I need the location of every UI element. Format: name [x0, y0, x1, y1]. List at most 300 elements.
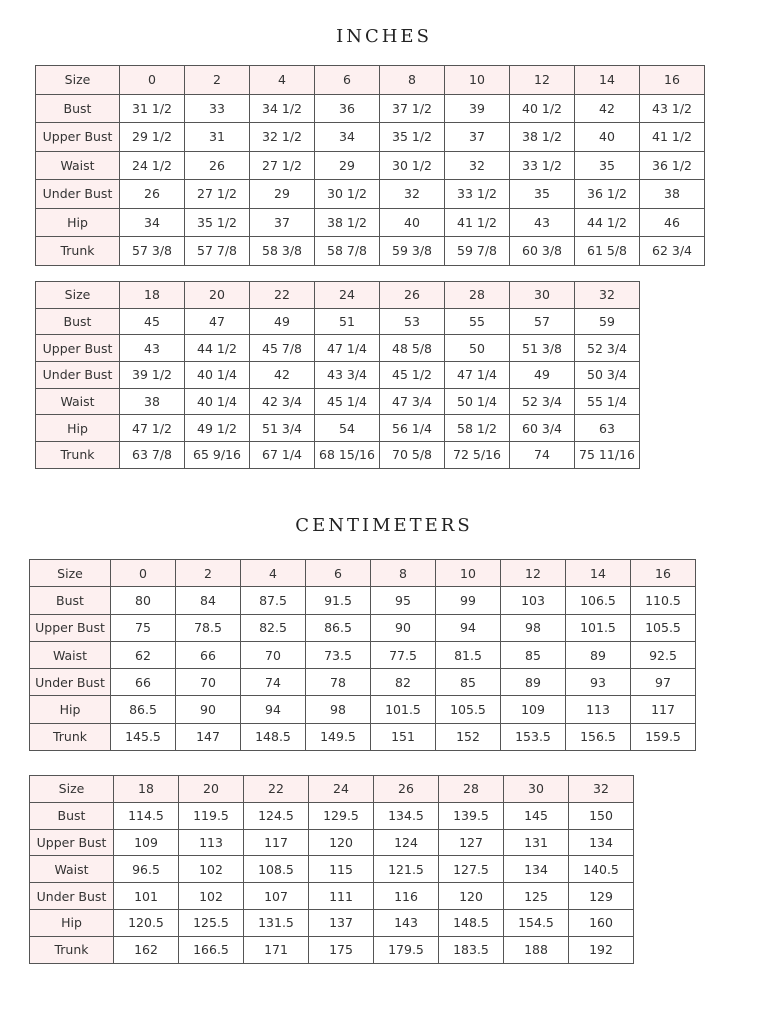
measurement-value: 41 1/2 [445, 208, 510, 237]
size-header-6: 6 [315, 66, 380, 95]
size-header-4: 4 [250, 66, 315, 95]
inches-section-title: INCHES [336, 26, 432, 47]
measurement-value: 63 7/8 [120, 442, 185, 469]
inches-size-table-18-32 [35, 281, 640, 469]
size-header-30: 30 [510, 282, 575, 309]
measurement-label: Trunk [36, 237, 120, 266]
measurement-value: 41 1/2 [640, 123, 705, 152]
measurement-value: 45 [120, 308, 185, 335]
measurement-value: 152 [436, 723, 501, 750]
measurement-value: 55 [445, 308, 510, 335]
measurement-value: 159.5 [631, 723, 696, 750]
measurement-value: 68 15/16 [315, 442, 380, 469]
measurement-value: 84 [176, 587, 241, 614]
measurement-value: 59 3/8 [380, 237, 445, 266]
measurement-value: 175 [309, 936, 374, 963]
measurement-value: 35 1/2 [380, 123, 445, 152]
measurement-value: 43 1/2 [640, 94, 705, 123]
inches-size-table-0-16 [35, 65, 705, 266]
measurement-value: 90 [176, 696, 241, 723]
measurement-value: 58 7/8 [315, 237, 380, 266]
row-bust [36, 94, 705, 123]
measurement-value: 113 [566, 696, 631, 723]
measurement-label: Under Bust [36, 362, 120, 389]
measurement-value: 116 [374, 883, 439, 910]
measurement-value: 117 [631, 696, 696, 723]
measurement-value: 57 [510, 308, 575, 335]
row-waist [36, 151, 705, 180]
measurement-value: 67 1/4 [250, 442, 315, 469]
measurement-label: Upper Bust [36, 335, 120, 362]
measurement-value: 45 1/4 [315, 388, 380, 415]
measurement-value: 102 [179, 883, 244, 910]
size-header-20: 20 [185, 282, 250, 309]
measurement-value: 57 3/8 [120, 237, 185, 266]
measurement-value: 36 [315, 94, 380, 123]
measurement-value: 43 [510, 208, 575, 237]
size-header-label: Size [36, 282, 120, 309]
size-header-16: 16 [640, 66, 705, 95]
size-header-12: 12 [510, 66, 575, 95]
measurement-value: 102 [179, 856, 244, 883]
measurement-value: 106.5 [566, 587, 631, 614]
measurement-value: 47 [185, 308, 250, 335]
size-header-18: 18 [114, 776, 179, 803]
measurement-value: 29 [315, 151, 380, 180]
measurement-label: Bust [30, 802, 114, 829]
measurement-value: 40 1/4 [185, 362, 250, 389]
measurement-value: 32 1/2 [250, 123, 315, 152]
measurement-value: 120 [309, 829, 374, 856]
size-header-label: Size [36, 66, 120, 95]
measurement-value: 183.5 [439, 936, 504, 963]
measurement-value: 66 [111, 669, 176, 696]
size-header-22: 22 [244, 776, 309, 803]
measurement-value: 78 [306, 669, 371, 696]
measurement-label: Trunk [36, 442, 120, 469]
measurement-value: 40 [380, 208, 445, 237]
measurement-value: 55 1/4 [575, 388, 640, 415]
measurement-value: 110.5 [631, 587, 696, 614]
measurement-value: 74 [510, 442, 575, 469]
measurement-value: 42 [250, 362, 315, 389]
measurement-value: 148.5 [241, 723, 306, 750]
measurement-value: 74 [241, 669, 306, 696]
measurement-value: 32 [380, 180, 445, 209]
measurement-value: 153.5 [501, 723, 566, 750]
measurement-value: 95 [371, 587, 436, 614]
row-waist [30, 641, 696, 668]
size-header-24: 24 [315, 282, 380, 309]
row-waist [36, 388, 640, 415]
size-header-10: 10 [445, 66, 510, 95]
size-header-26: 26 [380, 282, 445, 309]
measurement-value: 91.5 [306, 587, 371, 614]
row-under-bust [36, 362, 640, 389]
measurement-value: 73.5 [306, 641, 371, 668]
measurement-value: 75 11/16 [575, 442, 640, 469]
measurement-value: 127 [439, 829, 504, 856]
measurement-value: 29 [250, 180, 315, 209]
measurement-value: 43 [120, 335, 185, 362]
size-header-0: 0 [120, 66, 185, 95]
measurement-value: 60 3/4 [510, 415, 575, 442]
size-header-0: 0 [111, 560, 176, 587]
measurement-value: 81.5 [436, 641, 501, 668]
measurement-value: 94 [241, 696, 306, 723]
size-header-14: 14 [566, 560, 631, 587]
measurement-value: 192 [569, 936, 634, 963]
measurement-value: 50 3/4 [575, 362, 640, 389]
measurement-label: Waist [36, 151, 120, 180]
measurement-value: 117 [244, 829, 309, 856]
measurement-value: 38 [120, 388, 185, 415]
size-header-32: 32 [569, 776, 634, 803]
measurement-value: 30 1/2 [315, 180, 380, 209]
measurement-value: 66 [176, 641, 241, 668]
measurement-value: 42 [575, 94, 640, 123]
measurement-value: 38 1/2 [510, 123, 575, 152]
header-row [30, 560, 696, 587]
size-header-label: Size [30, 776, 114, 803]
header-row [30, 776, 634, 803]
measurement-value: 171 [244, 936, 309, 963]
measurement-value: 60 3/8 [510, 237, 575, 266]
size-header-8: 8 [380, 66, 445, 95]
row-hip [30, 696, 696, 723]
measurement-value: 166.5 [179, 936, 244, 963]
measurement-value: 37 [250, 208, 315, 237]
row-hip [36, 208, 705, 237]
measurement-value: 151 [371, 723, 436, 750]
measurement-value: 156.5 [566, 723, 631, 750]
measurement-label: Bust [36, 94, 120, 123]
row-bust [30, 802, 634, 829]
measurement-value: 90 [371, 614, 436, 641]
header-row [36, 66, 705, 95]
measurement-value: 140.5 [569, 856, 634, 883]
row-bust [30, 587, 696, 614]
measurement-value: 49 [510, 362, 575, 389]
row-upper-bust [36, 123, 705, 152]
measurement-value: 160 [569, 909, 634, 936]
measurement-value: 114.5 [114, 802, 179, 829]
measurement-value: 70 5/8 [380, 442, 445, 469]
measurement-value: 36 1/2 [575, 180, 640, 209]
size-header-26: 26 [374, 776, 439, 803]
measurement-value: 86.5 [306, 614, 371, 641]
measurement-label: Waist [36, 388, 120, 415]
measurement-value: 96.5 [114, 856, 179, 883]
measurement-value: 37 1/2 [380, 94, 445, 123]
measurement-value: 101 [114, 883, 179, 910]
size-header-20: 20 [179, 776, 244, 803]
measurement-value: 125 [504, 883, 569, 910]
row-trunk [30, 936, 634, 963]
size-header-32: 32 [575, 282, 640, 309]
measurement-value: 34 1/2 [250, 94, 315, 123]
measurement-value: 33 [185, 94, 250, 123]
measurement-value: 82 [371, 669, 436, 696]
measurement-value: 105.5 [436, 696, 501, 723]
measurement-value: 139.5 [439, 802, 504, 829]
measurement-value: 59 7/8 [445, 237, 510, 266]
centimeters-size-table-0-16 [29, 559, 696, 751]
row-trunk [36, 442, 640, 469]
measurement-value: 45 1/2 [380, 362, 445, 389]
measurement-value: 129 [569, 883, 634, 910]
measurement-value: 89 [566, 641, 631, 668]
measurement-value: 56 1/4 [380, 415, 445, 442]
size-header-22: 22 [250, 282, 315, 309]
measurement-value: 70 [176, 669, 241, 696]
measurement-value: 47 1/4 [445, 362, 510, 389]
measurement-value: 31 1/2 [120, 94, 185, 123]
measurement-value: 32 [445, 151, 510, 180]
measurement-value: 51 3/8 [510, 335, 575, 362]
measurement-value: 47 1/4 [315, 335, 380, 362]
measurement-value: 188 [504, 936, 569, 963]
measurement-value: 111 [309, 883, 374, 910]
measurement-label: Under Bust [36, 180, 120, 209]
measurement-value: 145 [504, 802, 569, 829]
measurement-value: 59 [575, 308, 640, 335]
measurement-value: 113 [179, 829, 244, 856]
row-bust [36, 308, 640, 335]
row-hip [36, 415, 640, 442]
size-header-10: 10 [436, 560, 501, 587]
measurement-value: 45 7/8 [250, 335, 315, 362]
measurement-value: 44 1/2 [575, 208, 640, 237]
measurement-label: Bust [30, 587, 111, 614]
measurement-value: 134.5 [374, 802, 439, 829]
measurement-value: 44 1/2 [185, 335, 250, 362]
measurement-value: 120 [439, 883, 504, 910]
measurement-value: 131.5 [244, 909, 309, 936]
measurement-label: Bust [36, 308, 120, 335]
measurement-value: 27 1/2 [250, 151, 315, 180]
measurement-value: 108.5 [244, 856, 309, 883]
measurement-value: 85 [436, 669, 501, 696]
measurement-value: 103 [501, 587, 566, 614]
measurement-label: Trunk [30, 936, 114, 963]
measurement-value: 143 [374, 909, 439, 936]
measurement-value: 37 [445, 123, 510, 152]
size-header-8: 8 [371, 560, 436, 587]
measurement-value: 40 1/4 [185, 388, 250, 415]
measurement-value: 51 [315, 308, 380, 335]
measurement-value: 134 [504, 856, 569, 883]
measurement-value: 35 [575, 151, 640, 180]
measurement-value: 34 [315, 123, 380, 152]
measurement-value: 52 3/4 [575, 335, 640, 362]
measurement-label: Waist [30, 856, 114, 883]
measurement-value: 50 1/4 [445, 388, 510, 415]
measurement-value: 39 [445, 94, 510, 123]
measurement-value: 52 3/4 [510, 388, 575, 415]
measurement-value: 47 1/2 [120, 415, 185, 442]
measurement-value: 125.5 [179, 909, 244, 936]
measurement-value: 38 1/2 [315, 208, 380, 237]
measurement-value: 148.5 [439, 909, 504, 936]
measurement-value: 27 1/2 [185, 180, 250, 209]
measurement-value: 109 [501, 696, 566, 723]
measurement-value: 49 1/2 [185, 415, 250, 442]
row-under-bust [36, 180, 705, 209]
measurement-value: 51 3/4 [250, 415, 315, 442]
measurement-value: 34 [120, 208, 185, 237]
measurement-value: 150 [569, 802, 634, 829]
size-header-label: Size [30, 560, 111, 587]
size-header-16: 16 [631, 560, 696, 587]
size-header-30: 30 [504, 776, 569, 803]
measurement-value: 24 1/2 [120, 151, 185, 180]
measurement-value: 49 [250, 308, 315, 335]
measurement-value: 47 3/4 [380, 388, 445, 415]
measurement-value: 115 [309, 856, 374, 883]
measurement-value: 75 [111, 614, 176, 641]
measurement-value: 89 [501, 669, 566, 696]
measurement-value: 98 [306, 696, 371, 723]
measurement-value: 154.5 [504, 909, 569, 936]
measurement-label: Under Bust [30, 669, 111, 696]
measurement-value: 48 5/8 [380, 335, 445, 362]
row-trunk [30, 723, 696, 750]
measurement-value: 58 1/2 [445, 415, 510, 442]
measurement-value: 124.5 [244, 802, 309, 829]
measurement-label: Upper Bust [30, 829, 114, 856]
measurement-value: 137 [309, 909, 374, 936]
measurement-value: 124 [374, 829, 439, 856]
measurement-value: 42 3/4 [250, 388, 315, 415]
row-under-bust [30, 669, 696, 696]
measurement-value: 53 [380, 308, 445, 335]
measurement-value: 120.5 [114, 909, 179, 936]
row-upper-bust [36, 335, 640, 362]
size-header-24: 24 [309, 776, 374, 803]
measurement-value: 149.5 [306, 723, 371, 750]
measurement-value: 39 1/2 [120, 362, 185, 389]
measurement-value: 145.5 [111, 723, 176, 750]
measurement-value: 70 [241, 641, 306, 668]
measurement-value: 121.5 [374, 856, 439, 883]
size-header-14: 14 [575, 66, 640, 95]
size-header-6: 6 [306, 560, 371, 587]
measurement-value: 35 1/2 [185, 208, 250, 237]
measurement-value: 38 [640, 180, 705, 209]
measurement-value: 63 [575, 415, 640, 442]
measurement-label: Under Bust [30, 883, 114, 910]
measurement-value: 101.5 [371, 696, 436, 723]
row-trunk [36, 237, 705, 266]
measurement-value: 31 [185, 123, 250, 152]
row-hip [30, 909, 634, 936]
measurement-value: 99 [436, 587, 501, 614]
measurement-value: 30 1/2 [380, 151, 445, 180]
measurement-value: 57 7/8 [185, 237, 250, 266]
measurement-value: 92.5 [631, 641, 696, 668]
measurement-value: 36 1/2 [640, 151, 705, 180]
measurement-value: 50 [445, 335, 510, 362]
measurement-value: 54 [315, 415, 380, 442]
measurement-value: 72 5/16 [445, 442, 510, 469]
measurement-value: 97 [631, 669, 696, 696]
measurement-value: 131 [504, 829, 569, 856]
measurement-value: 162 [114, 936, 179, 963]
row-upper-bust [30, 829, 634, 856]
size-header-18: 18 [120, 282, 185, 309]
row-waist [30, 856, 634, 883]
measurement-label: Trunk [30, 723, 111, 750]
size-header-4: 4 [241, 560, 306, 587]
size-header-2: 2 [185, 66, 250, 95]
measurement-value: 85 [501, 641, 566, 668]
measurement-value: 94 [436, 614, 501, 641]
measurement-value: 101.5 [566, 614, 631, 641]
measurement-value: 80 [111, 587, 176, 614]
size-header-28: 28 [439, 776, 504, 803]
measurement-value: 78.5 [176, 614, 241, 641]
measurement-value: 29 1/2 [120, 123, 185, 152]
measurement-value: 62 3/4 [640, 237, 705, 266]
measurement-value: 46 [640, 208, 705, 237]
measurement-label: Upper Bust [30, 614, 111, 641]
size-header-28: 28 [445, 282, 510, 309]
measurement-value: 65 9/16 [185, 442, 250, 469]
measurement-value: 26 [185, 151, 250, 180]
measurement-value: 61 5/8 [575, 237, 640, 266]
measurement-value: 82.5 [241, 614, 306, 641]
measurement-value: 93 [566, 669, 631, 696]
measurement-value: 33 1/2 [445, 180, 510, 209]
centimeters-size-table-18-32 [29, 775, 634, 964]
measurement-value: 40 [575, 123, 640, 152]
measurement-label: Waist [30, 641, 111, 668]
measurement-value: 134 [569, 829, 634, 856]
measurement-label: Upper Bust [36, 123, 120, 152]
measurement-value: 107 [244, 883, 309, 910]
measurement-label: Hip [36, 208, 120, 237]
measurement-value: 109 [114, 829, 179, 856]
measurement-value: 127.5 [439, 856, 504, 883]
measurement-value: 86.5 [111, 696, 176, 723]
measurement-value: 58 3/8 [250, 237, 315, 266]
measurement-value: 62 [111, 641, 176, 668]
row-under-bust [30, 883, 634, 910]
size-header-2: 2 [176, 560, 241, 587]
size-header-12: 12 [501, 560, 566, 587]
centimeters-section-title: CENTIMETERS [295, 515, 473, 536]
measurement-value: 105.5 [631, 614, 696, 641]
row-upper-bust [30, 614, 696, 641]
measurement-value: 35 [510, 180, 575, 209]
measurement-value: 119.5 [179, 802, 244, 829]
measurement-value: 40 1/2 [510, 94, 575, 123]
measurement-value: 33 1/2 [510, 151, 575, 180]
measurement-value: 147 [176, 723, 241, 750]
measurement-value: 98 [501, 614, 566, 641]
measurement-value: 26 [120, 180, 185, 209]
measurement-label: Hip [30, 909, 114, 936]
header-row [36, 282, 640, 309]
measurement-value: 87.5 [241, 587, 306, 614]
measurement-label: Hip [36, 415, 120, 442]
measurement-value: 129.5 [309, 802, 374, 829]
measurement-label: Hip [30, 696, 111, 723]
measurement-value: 43 3/4 [315, 362, 380, 389]
measurement-value: 77.5 [371, 641, 436, 668]
measurement-value: 179.5 [374, 936, 439, 963]
